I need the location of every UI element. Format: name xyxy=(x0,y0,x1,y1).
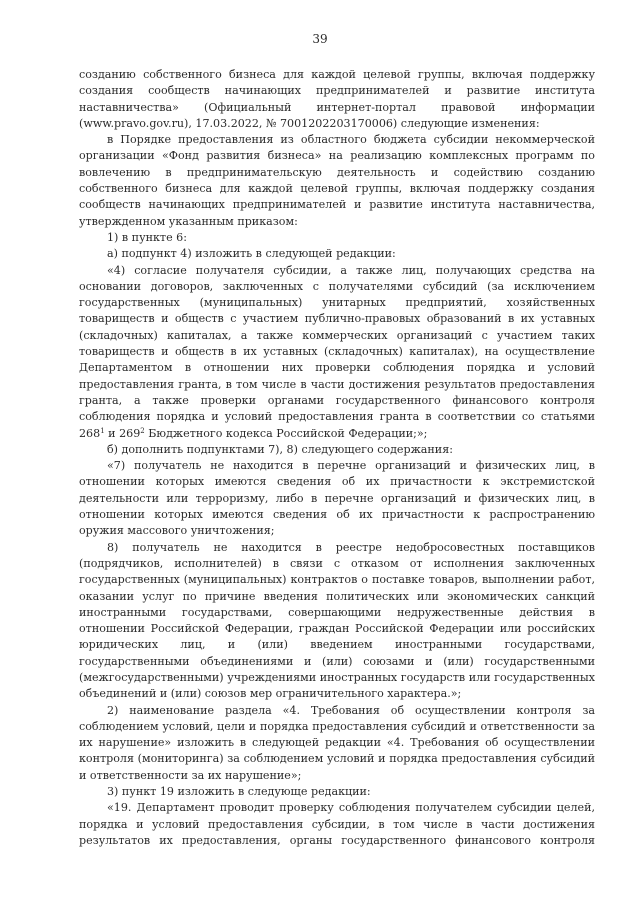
paragraph-clause-7: «7) получатель не находится в перечне организаций и физических лиц, в отношении которых имеются сведения об их причастности к экстремистской деятельности или терроризму, либо в перечне организаций и физических лиц, в отношении которых имеются сведения об их причастности к распространению оружия массового уничтожения; xyxy=(79,459,595,538)
paragraph-subitem-b: б) дополнить подпунктами 7), 8) следующего содержания: xyxy=(107,442,453,456)
paragraph-clause-8: 8) получатель не находится в реестре недобросовестных поставщиков (подрядчиков, исполнителей) в связи с отказом от исполнения заключенных государственных (муниципальных) контрактов о поставке товаров, выполнении работ, оказании услуг по причине введения политических или экономических санкций иностранными государствами, совершающими недружественные действия в отношении Российской Федерации, граждан Российской Федерации или российских юридических лиц, и (или) введением иностранными государствами, государственными объединениями и (или) союзами и (или) государственными (межгосударственными) учреждениями иностранных государств или государственных объединений и (или) союзов мер ограничительного характера.»; xyxy=(79,540,595,701)
paragraph-item-1: 1) в пункте 6: xyxy=(107,230,187,244)
paragraph-order: в Порядке предоставления из областного бюджета субсидии некоммерческой организации «Фонд развития бизнеса» на реализацию комплексных программ по вовлечению в предпринимательскую деятельность и содействию созданию собственного бизнеса для каждой целевой группы, включая поддержку создания сообществ начинающих предпринимателей и развитие института наставничества, утвержденном указанным приказом: xyxy=(79,133,595,228)
paragraph-intro: созданию собственного бизнеса для каждой целевой группы, включая поддержку создания сообществ начинающих предпринимателей и развитие института наставничества» (Официальный интернет-портал правовой информации (www.pravo.gov.ru), 17.03.2022, № 7001202203170006) следующие изменения: xyxy=(79,68,595,130)
paragraph-clause-19: «19. Департамент проводит проверку соблюдения получателем субсидии целей, порядка и условий предоставления субсидии, в том числе в части достижения результатов их предоставления, органы государственного финансового контроля xyxy=(79,801,595,847)
paragraph-item-3: 3) пункт 19 изложить в следующе редакции: xyxy=(107,785,371,799)
footnote-ref-1: 1 xyxy=(100,426,105,435)
paragraph-clause-4 xyxy=(79,263,595,442)
clause-4-mid: и 269 xyxy=(104,426,141,440)
page-number: 39 xyxy=(312,32,328,46)
clause-4-text: «4) согласие получателя субсидии, а также лиц, получающих средства на основании договоров, заключенных с получателями субсидий (за исключением государственных (муниципальных) унитарных предприятий, хозяйственных товариществ и обществ с участием публично-правовых образований в их уставных (складочных) капиталах, а также коммерческих организаций с участием таких товариществ и обществ в их уставных (складочных) капиталах), на осуществление Департаментом в отношении них проверки соблюдения порядка и условий предоставления гранта, в том числе в части достижения результатов предоставления гранта, а также проверки органами государственного финансового контроля соблюдения порядка и условий предоставления гранта в соответствии со статьями 268 xyxy=(79,263,595,440)
footnote-ref-2: 2 xyxy=(140,426,145,435)
document-body xyxy=(79,67,595,849)
clause-4-tail: Бюджетного кодекса Российской Федерации;»; xyxy=(144,426,428,440)
paragraph-item-2: 2) наименование раздела «4. Требования об осуществлении контроля за соблюдением условий, цели и порядка предоставления субсидий и ответственности за их нарушение» изложить в следующей редакции «4. Требования об осуществлении контроля (мониторинга) за соблюдением условий и порядка предоставления субсидий и ответственности за их нарушение»; xyxy=(79,703,595,782)
paragraph-subitem-a: а) подпункт 4) изложить в следующей редакции: xyxy=(107,247,396,261)
